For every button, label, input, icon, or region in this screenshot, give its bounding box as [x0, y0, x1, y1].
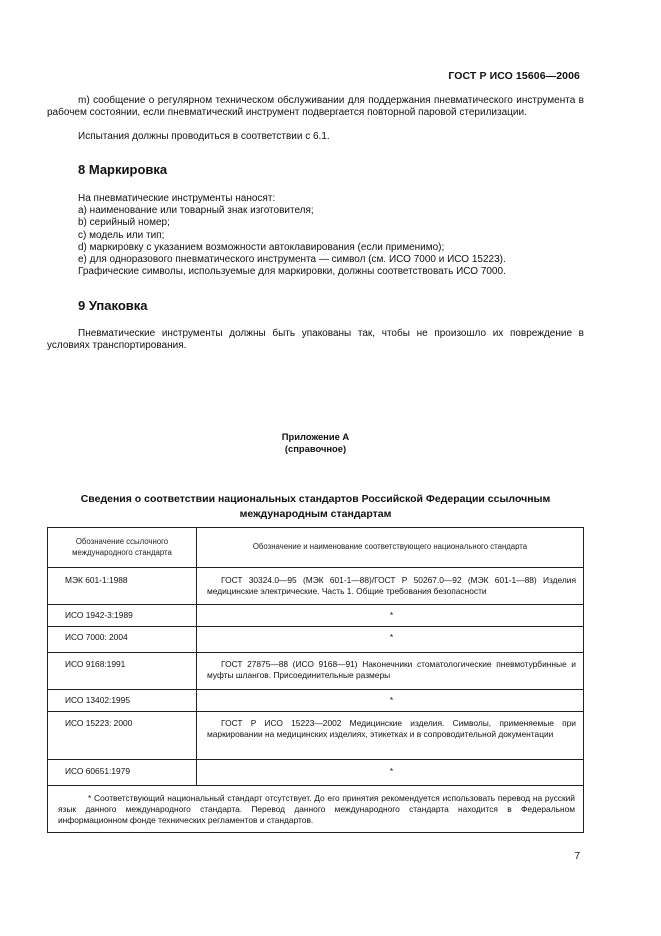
annex-heading — [47, 431, 584, 454]
section-8-title: 8 Маркировка — [78, 162, 168, 177]
cell-intl-standard: ИСО 9168:1991 — [48, 653, 197, 690]
table-footnote-row — [48, 786, 584, 833]
cell-national-standard: ГОСТ 30324.0—95 (МЭК 601-1—88)/ГОСТ Р 50267.0—92 (МЭК 601-1—88) Изделия медицинские электрические. Часть 1. Общие требования безопасности — [197, 568, 584, 605]
table-title — [47, 492, 584, 521]
table-title-line-2: международным стандартам — [239, 507, 392, 520]
section-8-line: c) модель или тип; — [78, 229, 165, 241]
annex-title: Приложение А — [281, 431, 350, 442]
section-8-line: Графические символы, используемые для маркировки, должны соответствовать ИСО 7000. — [78, 266, 506, 278]
cell-intl-standard: ИСО 1942-3:1989 — [48, 605, 197, 627]
document-header-id: ГОСТ Р ИСО 15606—2006 — [448, 70, 580, 82]
cell-national-standard: * — [197, 605, 584, 627]
table-title-line-1: Сведения о соответствии национальных стандартов Российской Федерации ссылочным — [80, 493, 551, 505]
cell-national-standard: * — [197, 690, 584, 712]
paragraph-item-m: m) сообщение о регулярном техническом обслуживании для поддержания пневматического инструмента в рабочем состоянии, если пневматический инструмент подвергается повторной паровой стерилизации. — [47, 95, 584, 119]
table-row — [48, 712, 584, 760]
section-8-line: e) для одноразового пневматического инструмента — символ (см. ИСО 7000 и ИСО 15223). — [78, 254, 506, 266]
section-9-title: 9 Упаковка — [78, 298, 148, 313]
section-8-line: а) наименование или товарный знак изготовителя; — [78, 205, 314, 217]
section-8-line: d) маркировку с указанием возможности автоклавирования (если применимо); — [78, 241, 445, 253]
table-row — [48, 653, 584, 690]
table-row — [48, 605, 584, 627]
reference-standards-table — [47, 527, 584, 833]
cell-intl-standard: ИСО 7000: 2004 — [48, 627, 197, 653]
table-row — [48, 760, 584, 786]
section-9-text: Пневматические инструменты должны быть упакованы так, чтобы не произошло их повреждение в условиях транспортирования. — [47, 328, 584, 352]
cell-national-standard: ГОСТ 27875—88 (ИСО 9168—91) Наконечники стоматологические пневмотурбинные и муфты шлангов. Присоединительные размеры — [197, 653, 584, 690]
cell-national-standard: * — [197, 627, 584, 653]
header-col-international: Обозначение ссылочного международного стандарта — [48, 528, 197, 568]
cell-intl-standard: ИСО 13402:1995 — [48, 690, 197, 712]
header-col-national: Обозначение и наименование соответствующего национального стандарта — [197, 528, 584, 568]
section-8-line: b) серийный номер; — [78, 217, 170, 229]
page-number: 7 — [574, 851, 580, 862]
cell-intl-standard: ИСО 60651:1979 — [48, 760, 197, 786]
section-8-list — [78, 193, 584, 278]
annex-subtitle: (справочное) — [284, 442, 347, 454]
table-row — [48, 627, 584, 653]
table-header-row — [48, 528, 584, 568]
table-row — [48, 690, 584, 712]
cell-intl-standard: ИСО 15223: 2000 — [48, 712, 197, 760]
table-row — [48, 568, 584, 605]
cell-national-standard: * — [197, 760, 584, 786]
table-footnote: * Соответствующий национальный стандарт отсутствует. До его принятия рекомендуется использовать перевод на русский язык данного международного стандарта. Перевод данного международного стандарта находится в Федеральном информационном фонде технических регламентов и стандартов. — [48, 786, 584, 833]
cell-national-standard: ГОСТ Р ИСО 15223—2002 Медицинские изделия. Символы, применяемые при маркировании на медицинских изделиях, этикетках и в сопроводительной документации — [197, 712, 584, 760]
section-8-line: На пневматические инструменты наносят: — [78, 193, 276, 204]
cell-intl-standard: МЭК 601-1:1988 — [48, 568, 197, 605]
paragraph-tests-note: Испытания должны проводиться в соответствии с 6.1. — [78, 131, 330, 142]
